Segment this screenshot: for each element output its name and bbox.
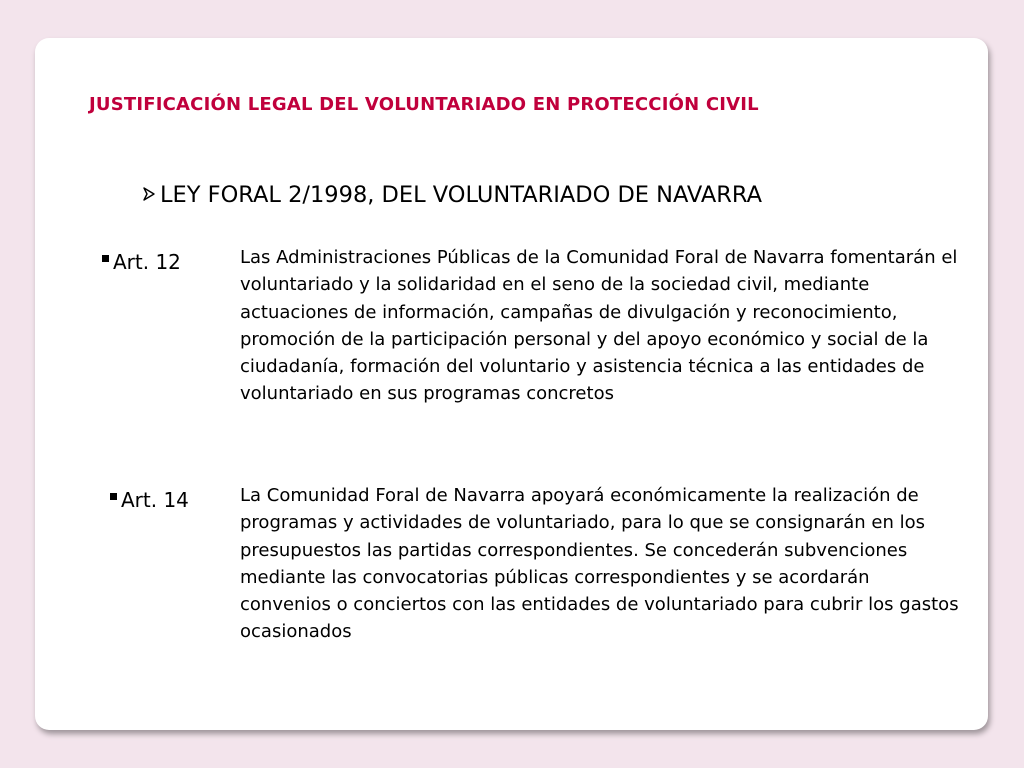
law-subheading	[142, 182, 762, 208]
arrow-bullet-icon	[142, 182, 160, 208]
article-text: La Comunidad Foral de Navarra apoyará económicamente la realización de programas y actividades de voluntariado, para lo que se consignarán en los presupuestos las partidas correspondientes. Se concederán subvenciones mediante las convocatorias públicas correspondientes y se acordarán convenios o conciertos con las entidades de voluntariado para cubrir los gastos ocasionados	[240, 485, 959, 643]
article-label	[102, 250, 181, 274]
article-label-text: Art. 12	[113, 250, 181, 274]
article-label-text: Art. 14	[121, 488, 189, 512]
article-label	[110, 488, 189, 512]
square-bullet-icon	[110, 493, 117, 500]
slide-title: JUSTIFICACIÓN LEGAL DEL VOLUNTARIADO EN PROTECCIÓN CIVIL	[89, 94, 759, 115]
slide-card	[35, 38, 988, 730]
law-subheading-text: LEY FORAL 2/1998, DEL VOLUNTARIADO DE NAVARRA	[160, 182, 763, 208]
square-bullet-icon	[102, 255, 109, 262]
article-text: Las Administraciones Públicas de la Comunidad Foral de Navarra fomentarán el voluntariado y la solidaridad en el seno de la sociedad civil, mediante actuaciones de información, campañas de divulgación y reconocimiento, promoción de la participación personal y del apoyo económico y social de la ciudadanía, formación del voluntario y asistencia técnica a las entidades de voluntariado en sus programas concretos	[240, 247, 958, 405]
